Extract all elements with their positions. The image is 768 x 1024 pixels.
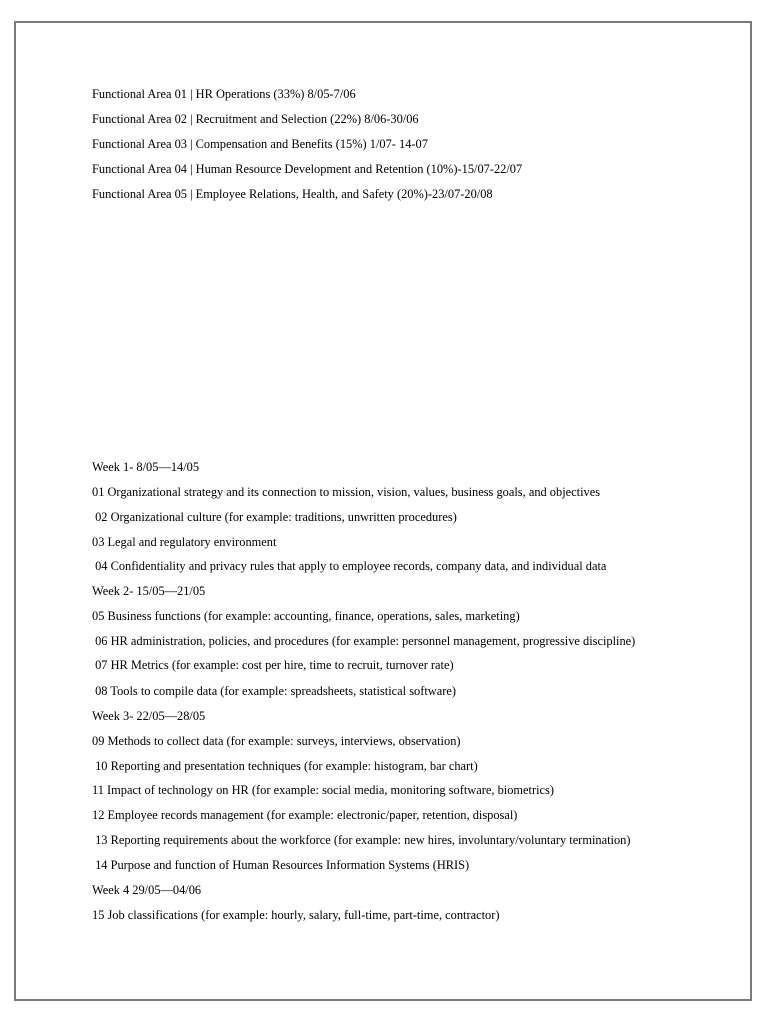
schedule-item-13: 13 Reporting requirements about the workforce (for example: new hires, involuntary/voluntary termination) <box>92 833 631 847</box>
week-4-heading: Week 4 29/05—04/06 <box>92 883 202 897</box>
schedule-item-09: 09 Methods to collect data (for example: surveys, interviews, observation) <box>92 734 461 748</box>
schedule-item-05: 05 Business functions (for example: accounting, finance, operations, sales, marketing) <box>92 609 520 623</box>
functional-area-01: Functional Area 01 | HR Operations (33%) 8/05-7/06 <box>92 87 356 101</box>
functional-area-02: Functional Area 02 | Recruitment and Selection (22%) 8/06-30/06 <box>92 112 419 126</box>
schedule-item-10: 10 Reporting and presentation techniques (for example: histogram, bar chart) <box>92 759 478 773</box>
schedule-item-06: 06 HR administration, policies, and procedures (for example: personnel management, progressive discipline) <box>92 634 636 648</box>
functional-area-03: Functional Area 03 | Compensation and Benefits (15%) 1/07- 14-07 <box>92 137 428 151</box>
schedule-item-14: 14 Purpose and function of Human Resources Information Systems (HRIS) <box>92 858 470 872</box>
schedule-item-04: 04 Confidentiality and privacy rules that apply to employee records, company data, and individual data <box>92 559 607 573</box>
schedule-item-07: 07 HR Metrics (for example: cost per hire, time to recruit, turnover rate) <box>92 658 454 672</box>
week-2-heading: Week 2- 15/05—21/05 <box>92 584 206 598</box>
functional-area-04: Functional Area 04 | Human Resource Development and Retention (10%)-15/07-22/07 <box>92 162 523 176</box>
week-3-heading: Week 3- 22/05—28/05 <box>92 709 206 723</box>
schedule-item-02: 02 Organizational culture (for example: traditions, unwritten procedures) <box>92 510 457 524</box>
schedule-item-01: 01 Organizational strategy and its connection to mission, vision, values, business goals, and objectives <box>92 485 601 499</box>
functional-area-05: Functional Area 05 | Employee Relations, Health, and Safety (20%)-23/07-20/08 <box>92 187 493 201</box>
schedule-item-03: 03 Legal and regulatory environment <box>92 535 277 549</box>
schedule-item-15: 15 Job classifications (for example: hourly, salary, full-time, part-time, contractor) <box>92 908 500 922</box>
schedule-item-11: 11 Impact of technology on HR (for example: social media, monitoring software, biometrics) <box>92 783 554 797</box>
week-1-heading: Week 1- 8/05—14/05 <box>92 460 200 474</box>
schedule-item-12: 12 Employee records management (for example: electronic/paper, retention, disposal) <box>92 808 518 822</box>
schedule-item-08: 08 Tools to compile data (for example: spreadsheets, statistical software) <box>92 684 456 698</box>
